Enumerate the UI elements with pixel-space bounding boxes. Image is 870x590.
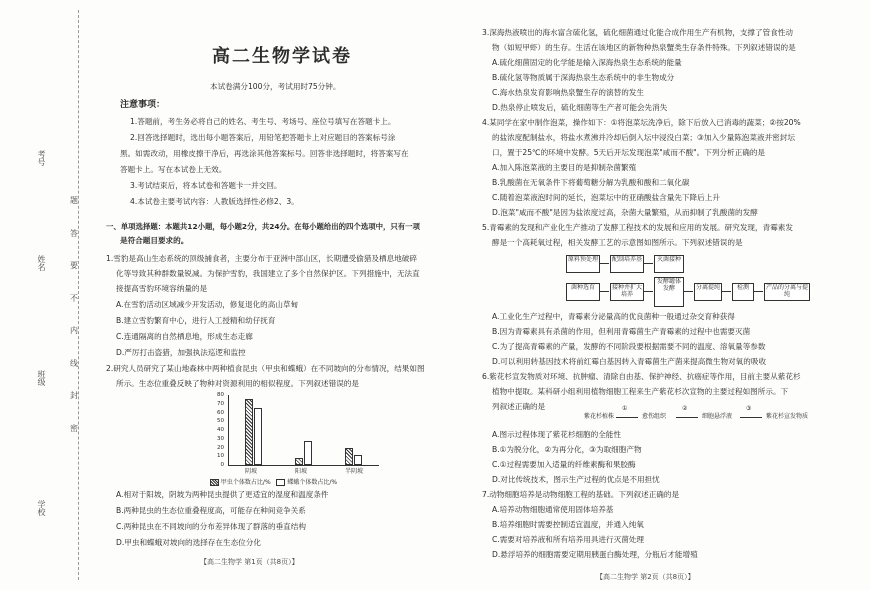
y-tick-label: 30 [217, 435, 224, 442]
option-text: A.相对于阳坡，阴坡为两种昆虫提供了更适宜的湿度和温度条件 [116, 490, 329, 499]
exam-page-1 [100, 0, 468, 590]
diagram-node: 愈伤组织 [642, 413, 667, 420]
y-tick-label: 70 [217, 400, 224, 407]
seal-char: 不 [70, 294, 78, 303]
option-text: B.两种昆虫的生态位重叠程度高，可能存在种间竞争关系 [116, 506, 306, 515]
seal-char: 线 [70, 359, 78, 368]
fermentation-diagram [566, 253, 816, 307]
binding-margin [0, 0, 95, 590]
option-text: D.泡菜"咸而不酸"是因为盐浓度过高，杂菌大量繁殖，从而抑制了乳酸菌的发酵 [492, 208, 758, 217]
diagram-box: 发酵罐体发酵 [654, 277, 684, 307]
chart-legend [210, 477, 410, 486]
option-text: D.热泉停止喷发后，硫化细菌等生产者可能会先消失 [492, 103, 668, 112]
exam-page-2 [476, 0, 864, 590]
diagram-box: 灭菌接种 [654, 255, 684, 273]
legend-swatch-beetle [210, 479, 219, 486]
x-tick-label: 半阴坡 [345, 468, 364, 475]
seal-char: 封 [70, 391, 78, 400]
question-text: 所示。生态位重叠反映了物种对资源利用的相似程度。下列叙述错误的是 [116, 379, 359, 388]
option-text: B.因为青霉素具有杀菌的作用，但利用青霉菌生产青霉素的过程中也需要灭菌 [492, 327, 751, 336]
diagram-box: 产品的分离与提纯 [764, 283, 810, 301]
diagram-arrow [643, 291, 653, 292]
page-footer: 【高二生物学 第2页（共8页）】 [596, 573, 695, 581]
diagram-box: 配制培养基 [610, 255, 644, 273]
question-text: 6.紫花杉宣发物质对环境、抗肿瘤、清除自由基、保护神经、抗癌症等作用，目前主要从紫花杉 [482, 372, 801, 381]
note-line: 1.答题前，考生务必将自己的姓名、考生号、考场号、座位号填写在答题卡上。 [130, 117, 396, 126]
seal-char: 要 [70, 261, 78, 270]
diagram-arrow [683, 291, 693, 292]
seal-char: 密 [70, 424, 78, 433]
y-tick-label: 40 [217, 427, 224, 433]
class-label: 班级 [37, 370, 46, 386]
exam-subtitle: 本试卷满分100分，考试用时75分钟。 [210, 82, 341, 91]
note-line: 2.回答选择题时，选出每小题答案后，用铅笔把答题卡上对应题目的答案标号涂 [130, 133, 396, 142]
bar-beetle [245, 399, 253, 465]
y-tick-label: 80 [217, 392, 224, 398]
diagram-arrow [599, 263, 609, 264]
option-text: C.需要对培养液和所有培养用具进行灭菌处理 [492, 535, 644, 544]
option-text: C.①过程需要加入适量的纤维素酶和果胶酶 [492, 460, 636, 469]
y-tick-label: 20 [217, 444, 224, 451]
bar-beetle [295, 458, 303, 465]
option-text: C.随着泡菜液泡时间的延长，泡菜坛中的亚硝酸盐含量先下降后上升 [492, 193, 720, 202]
question-text: 4.某同学在家中制作泡菜，操作如下：①将泡菜坛洗净后，除下后放入已消毒的蔬菜；②按20% [482, 118, 801, 127]
question-text: 口，置于25℃的环境中发酵。5天后开坛发现泡菜"咸而不酸"。下列分析正确的是 [492, 148, 766, 157]
option-text: C.两种昆虫在不同坡向的分布差异体现了群落的垂直结构 [116, 522, 306, 531]
notes-heading: 注意事项： [120, 100, 166, 110]
bar-moth [254, 408, 262, 465]
option-text: C.为了提高青霉素的产量，发酵的不同阶段要根据需要不同的温度、溶氧量等参数 [492, 342, 766, 351]
option-text: C.海水热泉发育影响热泉蟹生存的演替的发生 [492, 88, 644, 97]
y-tick-label: 60 [217, 409, 224, 416]
chart-plot-area [228, 395, 379, 466]
diagram-arrow [753, 291, 763, 292]
diagram-box: 原料预处理 [566, 255, 600, 273]
diagram-box: 菌种选育 [566, 283, 600, 301]
section-heading: 一、单项选择题：本题共12小题，每小题2分，共24分。在每小题给出的四个选项中，只有一项 [106, 222, 420, 231]
section-heading: 是符合题目要求的。 [120, 236, 189, 245]
question-text: 化等导致其种群数量锐减。为保护雪豹，我国建立了多个自然保护区。下列措施中，无法直 [116, 269, 420, 278]
seal-char: 内 [70, 326, 78, 335]
question-text: 的盐浓度配制盐水，将盐水煮沸并冷却后倒入坛中浸没白菜；③加入少量陈泡菜液并密封坛 [492, 133, 795, 142]
option-text: D.甲虫和蝶蛾对坡向的选择存在生态位分化 [116, 538, 261, 547]
y-tick-label: 50 [217, 418, 224, 425]
option-text: B.①为脱分化，②为再分化，③为取细胞产物 [492, 445, 642, 454]
question-text: 2.研究人员研究了某山地森林中两种植食昆虫（甲虫和蝶蛾）在不同坡向的分布情况，结果如图 [106, 364, 425, 373]
question-text: 植物中提取。某科研小组利用植物细胞工程来生产紫花杉次宣物的主要过程如图所示。下 [492, 387, 789, 396]
option-text: B.硫化氢等物质属于深海热泉生态系统中的非生物成分 [492, 73, 675, 82]
question-text: 3.深海热液喷出的海水富含硫化氢，硫化细菌通过化能合成作用生产有机物，支撑了管食性动 [482, 28, 793, 37]
school-label: 学校 [37, 500, 46, 516]
legend-label-beetle: 甲虫个体数占比/% [220, 479, 271, 486]
x-tick-label: 阴坡 [245, 468, 258, 475]
diagram-node: 细胞悬浮液 [702, 413, 733, 420]
option-text: B.培养细胞时需要控制适宜温度，并通入纯氧 [492, 520, 644, 529]
exam-title: 高二生物学试卷 [212, 46, 352, 67]
page-footer: 【高二生物学 第1页（共8页）】 [200, 558, 299, 566]
question-text: 物（如短甲虾）的生存。生活在该地区的新物种热泉蟹类生存条件特殊。下列叙述错误的是 [492, 43, 796, 52]
question-text: 5.青霉素的发现和产业化生产推动了发酵工程技术的发展和应用的发展。研究发现，青霉素发 [482, 223, 793, 232]
x-axis-labels [228, 466, 378, 476]
diagram-arrow [643, 263, 653, 264]
question-text: 列叙述正确的是 [492, 402, 546, 411]
question-text: 7.动物细胞培养是动物细胞工程的基础。下列叙述正确的是 [482, 490, 680, 499]
exam-number-label: 考号 [37, 150, 46, 166]
diagram-box: 接种并扩大培养 [610, 283, 644, 301]
note-line: 4.本试卷主要考试内容：人教版选择性必修2、3。 [130, 197, 299, 206]
note-line: 答题卡上。写在本试卷上无效。 [120, 165, 227, 174]
option-text: D.严厉打击盗猎，加强执法巡逻和监控 [116, 348, 246, 357]
diagram-arrow [740, 417, 762, 418]
bar-moth [304, 441, 312, 465]
diagram-arrow [616, 417, 638, 418]
option-text: A.培养动物细胞通常使用固体培养基 [492, 505, 614, 514]
option-text: A.图示过程体现了紫花杉细胞的全能性 [492, 430, 621, 439]
diagram-node: 紫花杉宣发物质 [766, 413, 809, 420]
diagram-step: ③ [746, 405, 752, 412]
y-tick-label: 0 [220, 462, 224, 468]
legend-swatch-moth [276, 479, 285, 486]
option-text: C.连通隔离的自然栖息地，形成生态走廊 [116, 332, 253, 341]
bar-moth [354, 455, 362, 466]
binding-dash-line [78, 10, 79, 580]
diagram-step: ① [622, 405, 628, 412]
diagram-box: 分离提纯 [694, 283, 722, 301]
diagram-node: 紫花杉植株 [584, 413, 615, 420]
question-text: 接提高雪豹环境容纳量的是 [116, 284, 208, 293]
diagram-box: 检测 [732, 283, 754, 301]
legend-label-moth: 蝶蛾个体数占比/% [287, 479, 338, 486]
bar-chart [210, 393, 380, 488]
question-text: 酵是一个高耗氧过程，相关发酵工艺的示意图如图所示。下列叙述错误的是 [492, 238, 743, 247]
option-text: B.乳酸菌在无氧条件下将葡萄糖分解为乳酸和酸和二氧化碳 [492, 178, 690, 187]
diagram-arrow [721, 291, 731, 292]
note-line: 3.考试结束后，将本试卷和答题卡一并交回。 [130, 181, 282, 190]
note-line: 黑。如需改动，用橡皮擦干净后，再选涂其他答案标号。回答非选择题时，将答案写在 [120, 149, 409, 158]
seal-char: 答 [70, 229, 78, 238]
bar-beetle [345, 448, 353, 466]
diagram-arrow [676, 417, 698, 418]
seal-char: 题 [70, 196, 78, 205]
option-text: A.硫化细菌固定的化学能是输入深海热泉生态系统的能量 [492, 58, 682, 67]
option-text: D.悬浮培养的细胞需要定期用胰蛋白酶处理，分瓶后才能增殖 [492, 550, 698, 559]
option-text: A.在雪豹活动区域减少开发活动，修复退化的高山草甸 [116, 300, 299, 309]
option-text: D.可以利用转基因技术将前红霉白基因转入青霉菌生产菌来提高微生物对氧的吸收 [492, 357, 767, 366]
x-tick-label: 阳坡 [295, 468, 308, 475]
plant-cell-diagram [584, 405, 814, 427]
option-text: A.工业化生产过程中，青霉素分泌量高的优良菌种一般通过杂交育种获得 [492, 312, 735, 321]
option-text: D.对比传统技术，图示生产过程的优点是不用担忧 [492, 475, 660, 484]
diagram-arrow [599, 291, 609, 292]
option-text: A.加入陈泡菜液的主要目的是抑制杂菌繁殖 [492, 163, 637, 172]
question-text: 1.雪豹是高山生态系统的顶级捕食者，主要分布于亚洲中部山区，长期遭受偷猎及栖息地破碎 [106, 254, 417, 263]
name-label: 姓名 [37, 255, 46, 271]
y-tick-label: 10 [217, 453, 224, 460]
y-axis-ticks [210, 392, 226, 468]
option-text: B.建立雪豹繁育中心，进行人工授精和幼仔抚育 [116, 316, 276, 325]
diagram-step: ② [682, 405, 688, 412]
